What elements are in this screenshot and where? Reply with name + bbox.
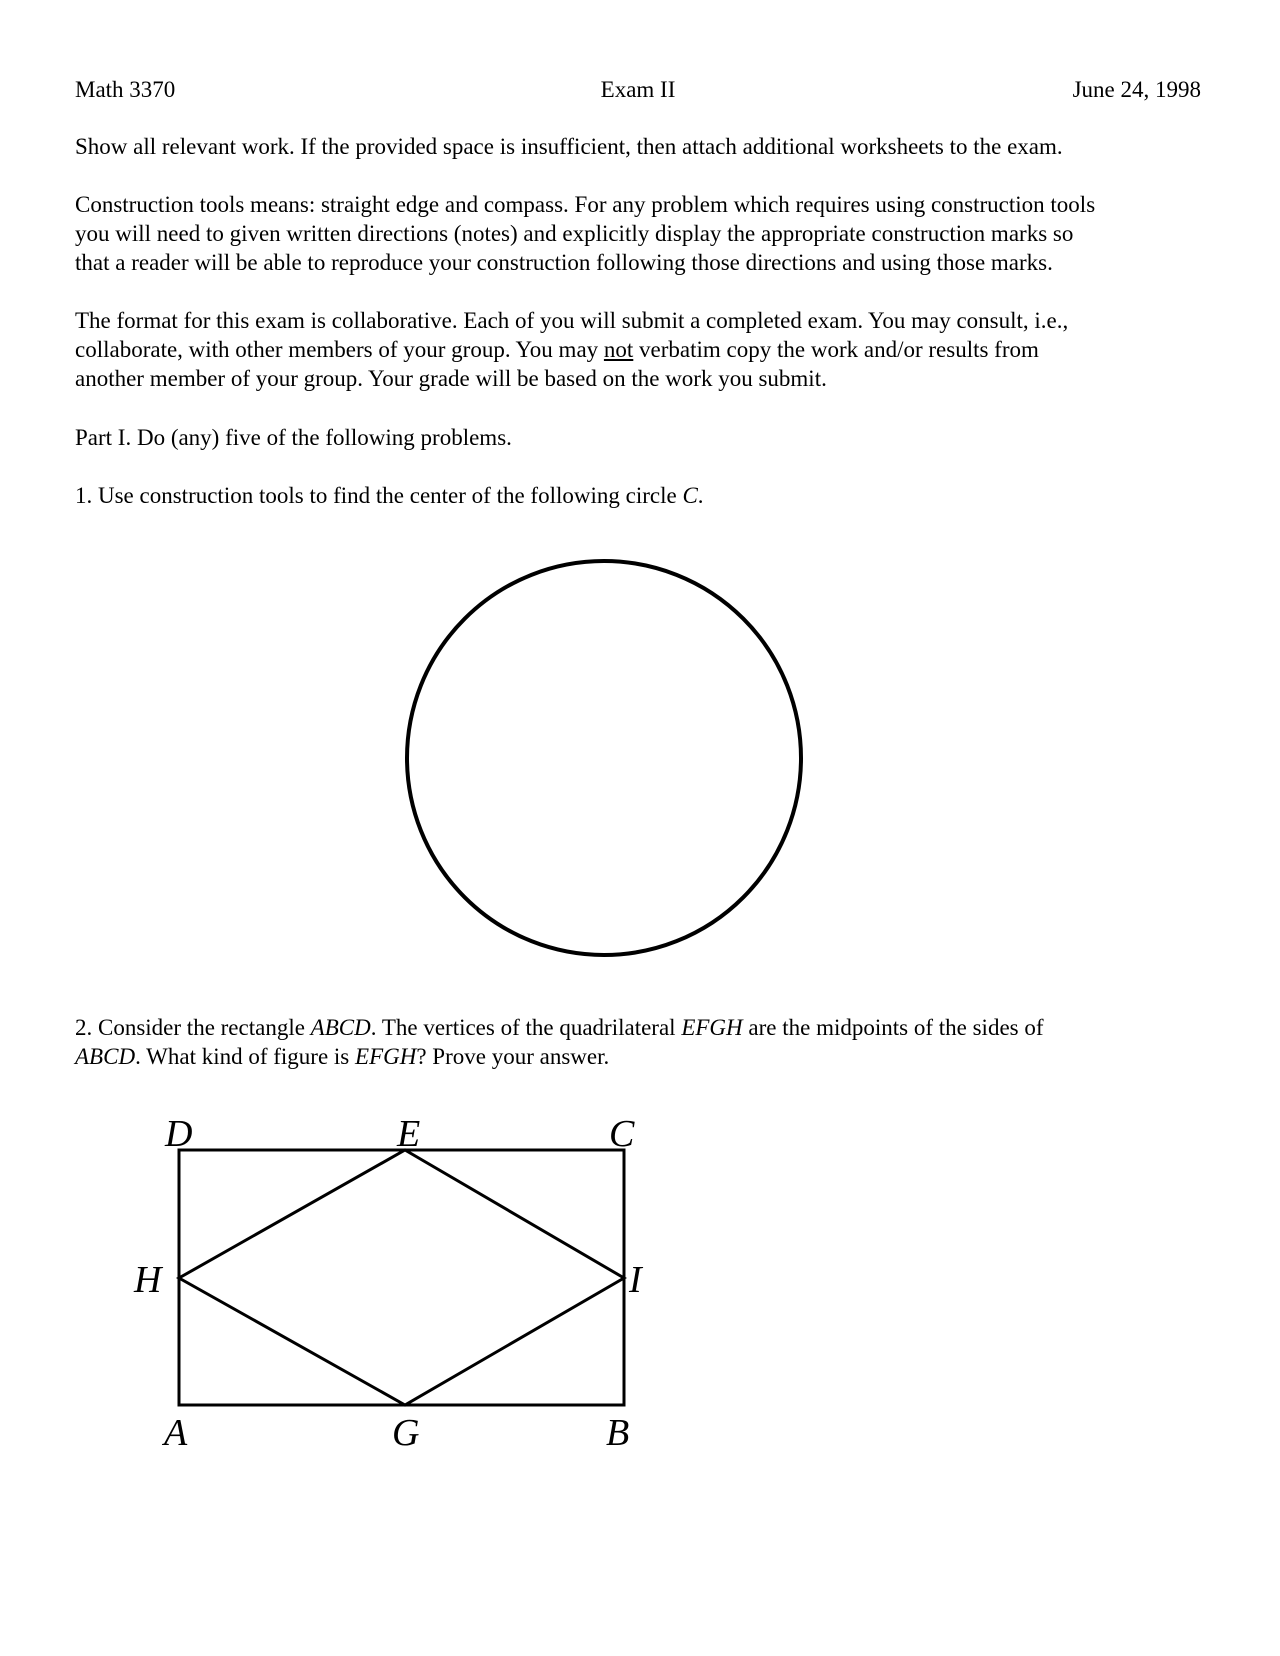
label-a: A xyxy=(164,1412,188,1454)
problem-2-l1d: EFGH xyxy=(681,1015,743,1040)
label-b: B xyxy=(606,1412,630,1454)
problem-2-l1e: are the midpoints of the sides of xyxy=(742,1015,1044,1040)
label-g: G xyxy=(392,1412,420,1454)
problem-2-l2b: . What kind of figure is xyxy=(135,1044,356,1069)
construction-line-2: you will need to given written directions (notes) and explicitly display the appropriate construction marks so xyxy=(75,221,1074,246)
construction-line-1: Construction tools means: straight edge and compass. For any problem which requires using construction tools xyxy=(75,192,1096,217)
problem-2-l2c: EFGH xyxy=(355,1044,417,1069)
problem-2-l1c: . The vertices of the quadrilateral xyxy=(370,1015,682,1040)
format-line-2-pre: collaborate, with other members of your group. You may xyxy=(75,337,604,362)
label-i: I xyxy=(629,1259,642,1301)
construction-line-3: that a reader will be able to reproduce your construction following those directions and using those marks. xyxy=(75,250,1053,275)
quadrilateral-efgh xyxy=(179,1150,624,1405)
exam-title: Exam II xyxy=(600,77,676,102)
format-line-3: another member of your group. Your grade will be based on the work you submit. xyxy=(75,366,827,391)
problem-2-l1b: ABCD xyxy=(310,1015,371,1040)
problem-1-var: C xyxy=(682,483,698,508)
format-line-2-underlined: not xyxy=(603,337,634,362)
problem-2-l1a: 2. Consider the rectangle xyxy=(75,1015,311,1040)
course-name: Math 3370 xyxy=(75,77,176,102)
label-e: E xyxy=(397,1113,421,1155)
show-work-text: Show all relevant work. If the provided space is insufficient, then attach additional worksheets to the exam. xyxy=(75,134,1063,159)
problem-2-l2a: ABCD xyxy=(75,1044,136,1069)
exam-date: June 24, 1998 xyxy=(1072,77,1201,102)
label-d: D xyxy=(165,1113,193,1155)
part1-heading-text: Part I. Do (any) five of the following problems. xyxy=(75,425,512,450)
format-line-2-post: verbatim copy the work and/or results from xyxy=(633,337,1039,362)
problem-2-l2d: ? Prove your answer. xyxy=(416,1044,610,1069)
rectangle-abcd xyxy=(179,1150,624,1405)
problem-1-end: . xyxy=(697,483,704,508)
problem-1-text: 1. Use construction tools to find the center of the following circle xyxy=(75,483,683,508)
format-line-1: The format for this exam is collaborative. Each of you will submit a completed exam. You may consult, i.e., xyxy=(75,308,1069,333)
label-h: H xyxy=(134,1259,162,1301)
label-c: C xyxy=(609,1113,635,1155)
circle-c xyxy=(407,561,801,955)
